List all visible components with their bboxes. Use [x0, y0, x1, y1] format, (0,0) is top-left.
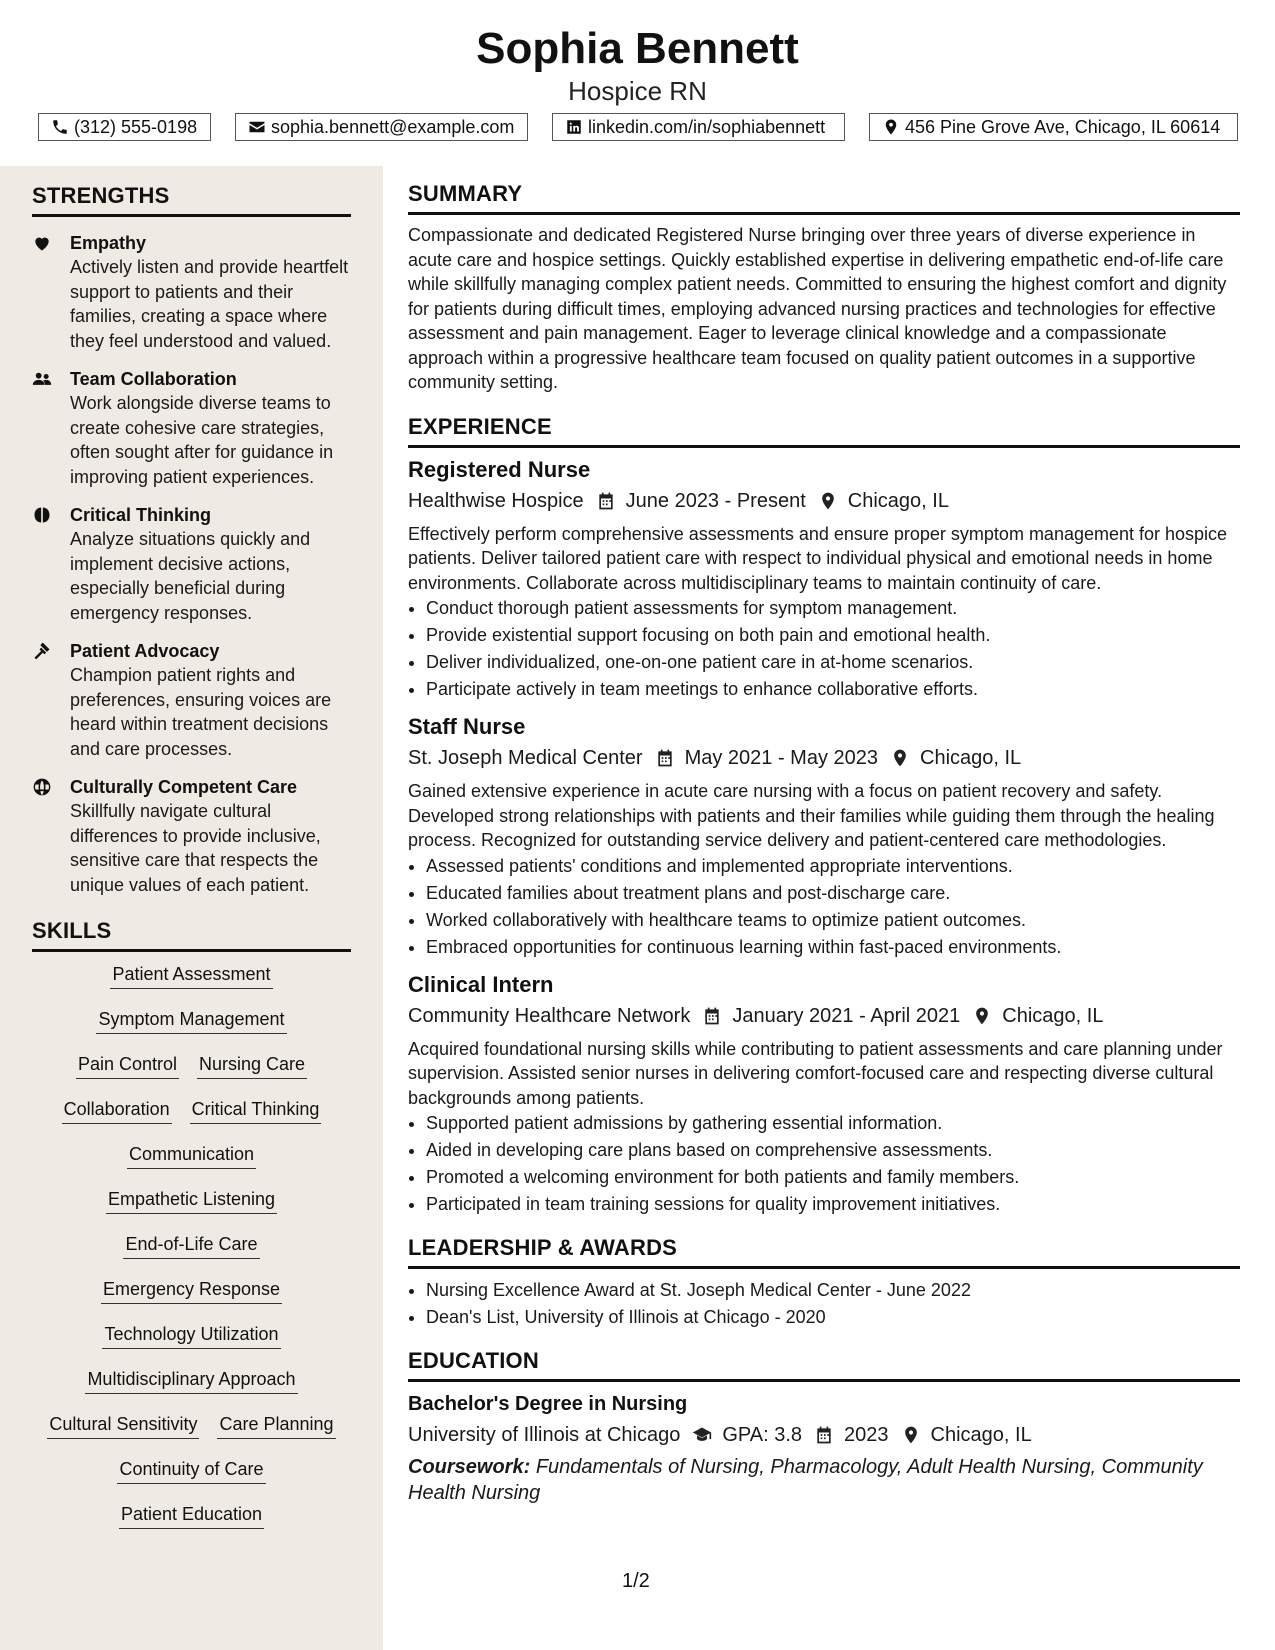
skill-tag: Emergency Response — [101, 1277, 282, 1304]
list-item: • Provide existential support focusing on both pain and emotional health. — [426, 622, 1240, 649]
job-bullets — [408, 1110, 1240, 1218]
list-item: • Participate actively in team meetings to enhance collaborative efforts. — [426, 676, 1240, 703]
skill-tag: Patient Education — [119, 1502, 264, 1529]
coursework-text: Fundamentals of Nursing, Pharmacology, Adult Health Nursing, Community Health Nursing — [408, 1456, 1203, 1504]
skill-tag: Cultural Sensitivity — [47, 1412, 199, 1439]
strength-name: Team Collaboration — [70, 369, 237, 389]
phone-box[interactable] — [38, 113, 211, 141]
strength-item — [32, 503, 351, 625]
graduation-cap-icon — [692, 1425, 712, 1445]
users-icon — [32, 369, 54, 389]
linkedin-text: linkedin.com/in/sophiabennett — [588, 116, 826, 137]
degree-title: Bachelor's Degree in Nursing — [408, 1393, 688, 1415]
email-box[interactable] — [235, 113, 528, 141]
skill-tag: Collaboration — [62, 1097, 172, 1124]
list-item: • Participated in team training sessions for quality improvement initiatives. — [426, 1191, 1240, 1218]
resume-header — [0, 0, 1275, 106]
sidebar — [0, 166, 383, 1650]
strength-item — [32, 639, 351, 761]
contact-row — [38, 113, 1238, 145]
job-dates: January 2021 - April 2021 — [732, 1004, 961, 1027]
job-description: Acquired foundational nursing skills while contributing to patient assessments and care planning under supervision. Assisted senior nurses in delivering comfort-focused care and respecting diverse cultural backgrounds among patients. — [408, 1038, 1223, 1108]
job-title: Registered Nurse — [408, 456, 591, 482]
skill-tag: Technology Utilization — [102, 1322, 280, 1349]
candidate-title: Hospice RN — [568, 76, 707, 106]
gavel-icon — [32, 641, 54, 661]
strength-desc: Work alongside diverse teams to create cohesive care strategies, often sought after for guidance in improving patient experiences. — [70, 393, 334, 487]
experience-heading: EXPERIENCE — [408, 413, 1240, 448]
strength-name: Culturally Competent Care — [70, 777, 298, 797]
strength-name: Patient Advocacy — [70, 641, 220, 661]
strength-name: Critical Thinking — [70, 505, 212, 525]
skill-tag: Symptom Management — [96, 1007, 286, 1034]
job-description: Gained extensive experience in acute care nursing with a focus on patient recovery and safety. Developed strong relationships with patients and their families while guiding them through the healing process. Recognized for outstanding service delivery and patient-centered care methodologies. — [408, 781, 1215, 850]
list-item: • Assessed patients' conditions and implemented appropriate interventions. — [426, 853, 1240, 880]
list-item: • Nursing Excellence Award at St. Joseph Medical Center - June 2022 — [426, 1277, 1240, 1304]
job-dates: June 2023 - Present — [625, 489, 806, 512]
strength-desc: Analyze situations quickly and implement decisive actions, especially beneficial during emergency responses. — [70, 529, 311, 623]
job-description: Effectively perform comprehensive assessments and ensure proper symptom management for hospice patients. Deliver tailored patient care with respect to individual physical and emotional needs in home environments. Collaborate across multidisciplinary teams to maintain continuity of care. — [408, 523, 1228, 593]
linkedin-icon — [565, 118, 583, 136]
job-entry — [408, 713, 1240, 961]
skill-tag: Communication — [127, 1142, 256, 1169]
strength-desc: Actively listen and provide heartfelt support to patients and their families, creating a space where they feel understood and valued. — [70, 257, 349, 351]
list-item: • Deliver individualized, one-on-one patient care in at-home scenarios. — [426, 649, 1240, 676]
awards-heading: LEADERSHIP & AWARDS — [408, 1234, 1240, 1269]
address-text: 456 Pine Grove Ave, Chicago, IL 60614 — [905, 116, 1221, 137]
strength-desc: Champion patient rights and preferences, ensuring voices are heard within treatment decisions and care processes. — [70, 665, 332, 759]
job-title: Staff Nurse — [408, 714, 526, 739]
job-title: Clinical Intern — [408, 971, 554, 997]
heart-icon — [32, 233, 54, 253]
job-entry — [408, 456, 1240, 704]
skill-tag: Patient Assessment — [110, 962, 272, 989]
job-bullets — [408, 595, 1240, 703]
skills-list — [32, 962, 351, 1547]
job-bullets — [408, 853, 1240, 961]
calendar-icon — [596, 491, 616, 511]
calendar-icon — [702, 1006, 722, 1026]
strength-name: Empathy — [70, 233, 147, 253]
summary-heading: SUMMARY — [408, 180, 1240, 215]
main-column — [408, 180, 1240, 1506]
strength-item — [32, 367, 351, 489]
map-pin-icon — [818, 491, 838, 511]
job-location: Chicago, IL — [847, 489, 949, 512]
skill-tag: Nursing Care — [197, 1052, 307, 1079]
phone-text: (312) 555-0198 — [74, 116, 198, 137]
address-box[interactable] — [869, 113, 1238, 141]
skills-heading: SKILLS — [32, 917, 351, 952]
email-text: sophia.bennett@example.com — [271, 116, 515, 137]
job-location: Chicago, IL — [920, 747, 1022, 769]
job-company: St. Joseph Medical Center — [408, 747, 643, 769]
job-meta — [408, 1001, 1240, 1031]
skill-tag: Empathetic Listening — [106, 1187, 277, 1214]
map-pin-icon — [972, 1006, 992, 1026]
list-item: • Dean's List, University of Illinois at Chicago - 2020 — [426, 1304, 1240, 1331]
strength-item — [32, 231, 351, 353]
job-company: Healthwise Hospice — [408, 489, 584, 512]
envelope-icon — [248, 118, 266, 136]
linkedin-box[interactable] — [552, 113, 845, 141]
skill-tag: End-of-Life Care — [123, 1232, 259, 1259]
list-item: • Embraced opportunities for continuous learning within fast-paced environments. — [426, 934, 1240, 961]
strength-desc: Skillfully navigate cultural differences to provide inclusive, sensitive care that respects the unique values of each patient. — [70, 801, 321, 895]
strengths-heading: STRENGTHS — [32, 182, 351, 217]
gpa-text: GPA: 3.8 — [722, 1424, 803, 1446]
education-heading: EDUCATION — [408, 1347, 1240, 1382]
list-item: • Worked collaboratively with healthcare teams to optimize patient outcomes. — [426, 907, 1240, 934]
graduation-year: 2023 — [844, 1424, 889, 1446]
page-number: 1/2 — [622, 1570, 650, 1592]
skill-tag: Critical Thinking — [190, 1097, 322, 1124]
map-pin-icon — [882, 118, 900, 136]
skill-tag: Continuity of Care — [117, 1457, 265, 1484]
calendar-icon — [814, 1425, 834, 1445]
phone-icon — [51, 118, 69, 136]
calendar-icon — [655, 748, 675, 768]
job-location: Chicago, IL — [1002, 1004, 1104, 1027]
list-item: • Promoted a welcoming environment for both patients and family members. — [426, 1164, 1240, 1191]
strength-item — [32, 775, 351, 897]
brain-icon — [32, 505, 54, 525]
coursework — [408, 1454, 1240, 1506]
summary-text: Compassionate and dedicated Registered Nurse bringing over three years of diverse experience in acute care and hospice settings. Quickly established expertise in delivering empathetic end-of-life care while skillfully managing complex patient needs. Committed to ensuring the highest comfort and dignity for patients during difficult times, employing advanced nursing practices and technologies for effective assessment and pain management. Eager to leverage clinical knowledge and a compassionate approach within a progressive healthcare team focused on quality patient outcomes in a supportive community setting. — [408, 225, 1227, 392]
education-meta — [408, 1420, 1240, 1450]
candidate-name: Sophia Bennett — [476, 24, 799, 73]
skill-tag: Care Planning — [217, 1412, 335, 1439]
education-location: Chicago, IL — [930, 1424, 1032, 1446]
job-entry — [408, 971, 1240, 1219]
awards-list — [408, 1277, 1240, 1331]
skill-tag: Pain Control — [76, 1052, 179, 1079]
school-name: University of Illinois at Chicago — [408, 1424, 681, 1446]
globe-icon — [32, 777, 54, 797]
job-meta — [408, 486, 1240, 516]
coursework-label: Coursework: — [408, 1456, 531, 1478]
list-item: • Aided in developing care plans based on comprehensive assessments. — [426, 1137, 1240, 1164]
list-item: • Conduct thorough patient assessments for symptom management. — [426, 595, 1240, 622]
job-meta — [408, 743, 1240, 773]
job-company: Community Healthcare Network — [408, 1004, 691, 1027]
skill-tag: Multidisciplinary Approach — [85, 1367, 297, 1394]
map-pin-icon — [901, 1425, 921, 1445]
list-item: • Supported patient admissions by gathering essential information. — [426, 1110, 1240, 1137]
job-dates: May 2021 - May 2023 — [684, 747, 878, 769]
list-item: • Educated families about treatment plans and post-discharge care. — [426, 880, 1240, 907]
map-pin-icon — [890, 748, 910, 768]
